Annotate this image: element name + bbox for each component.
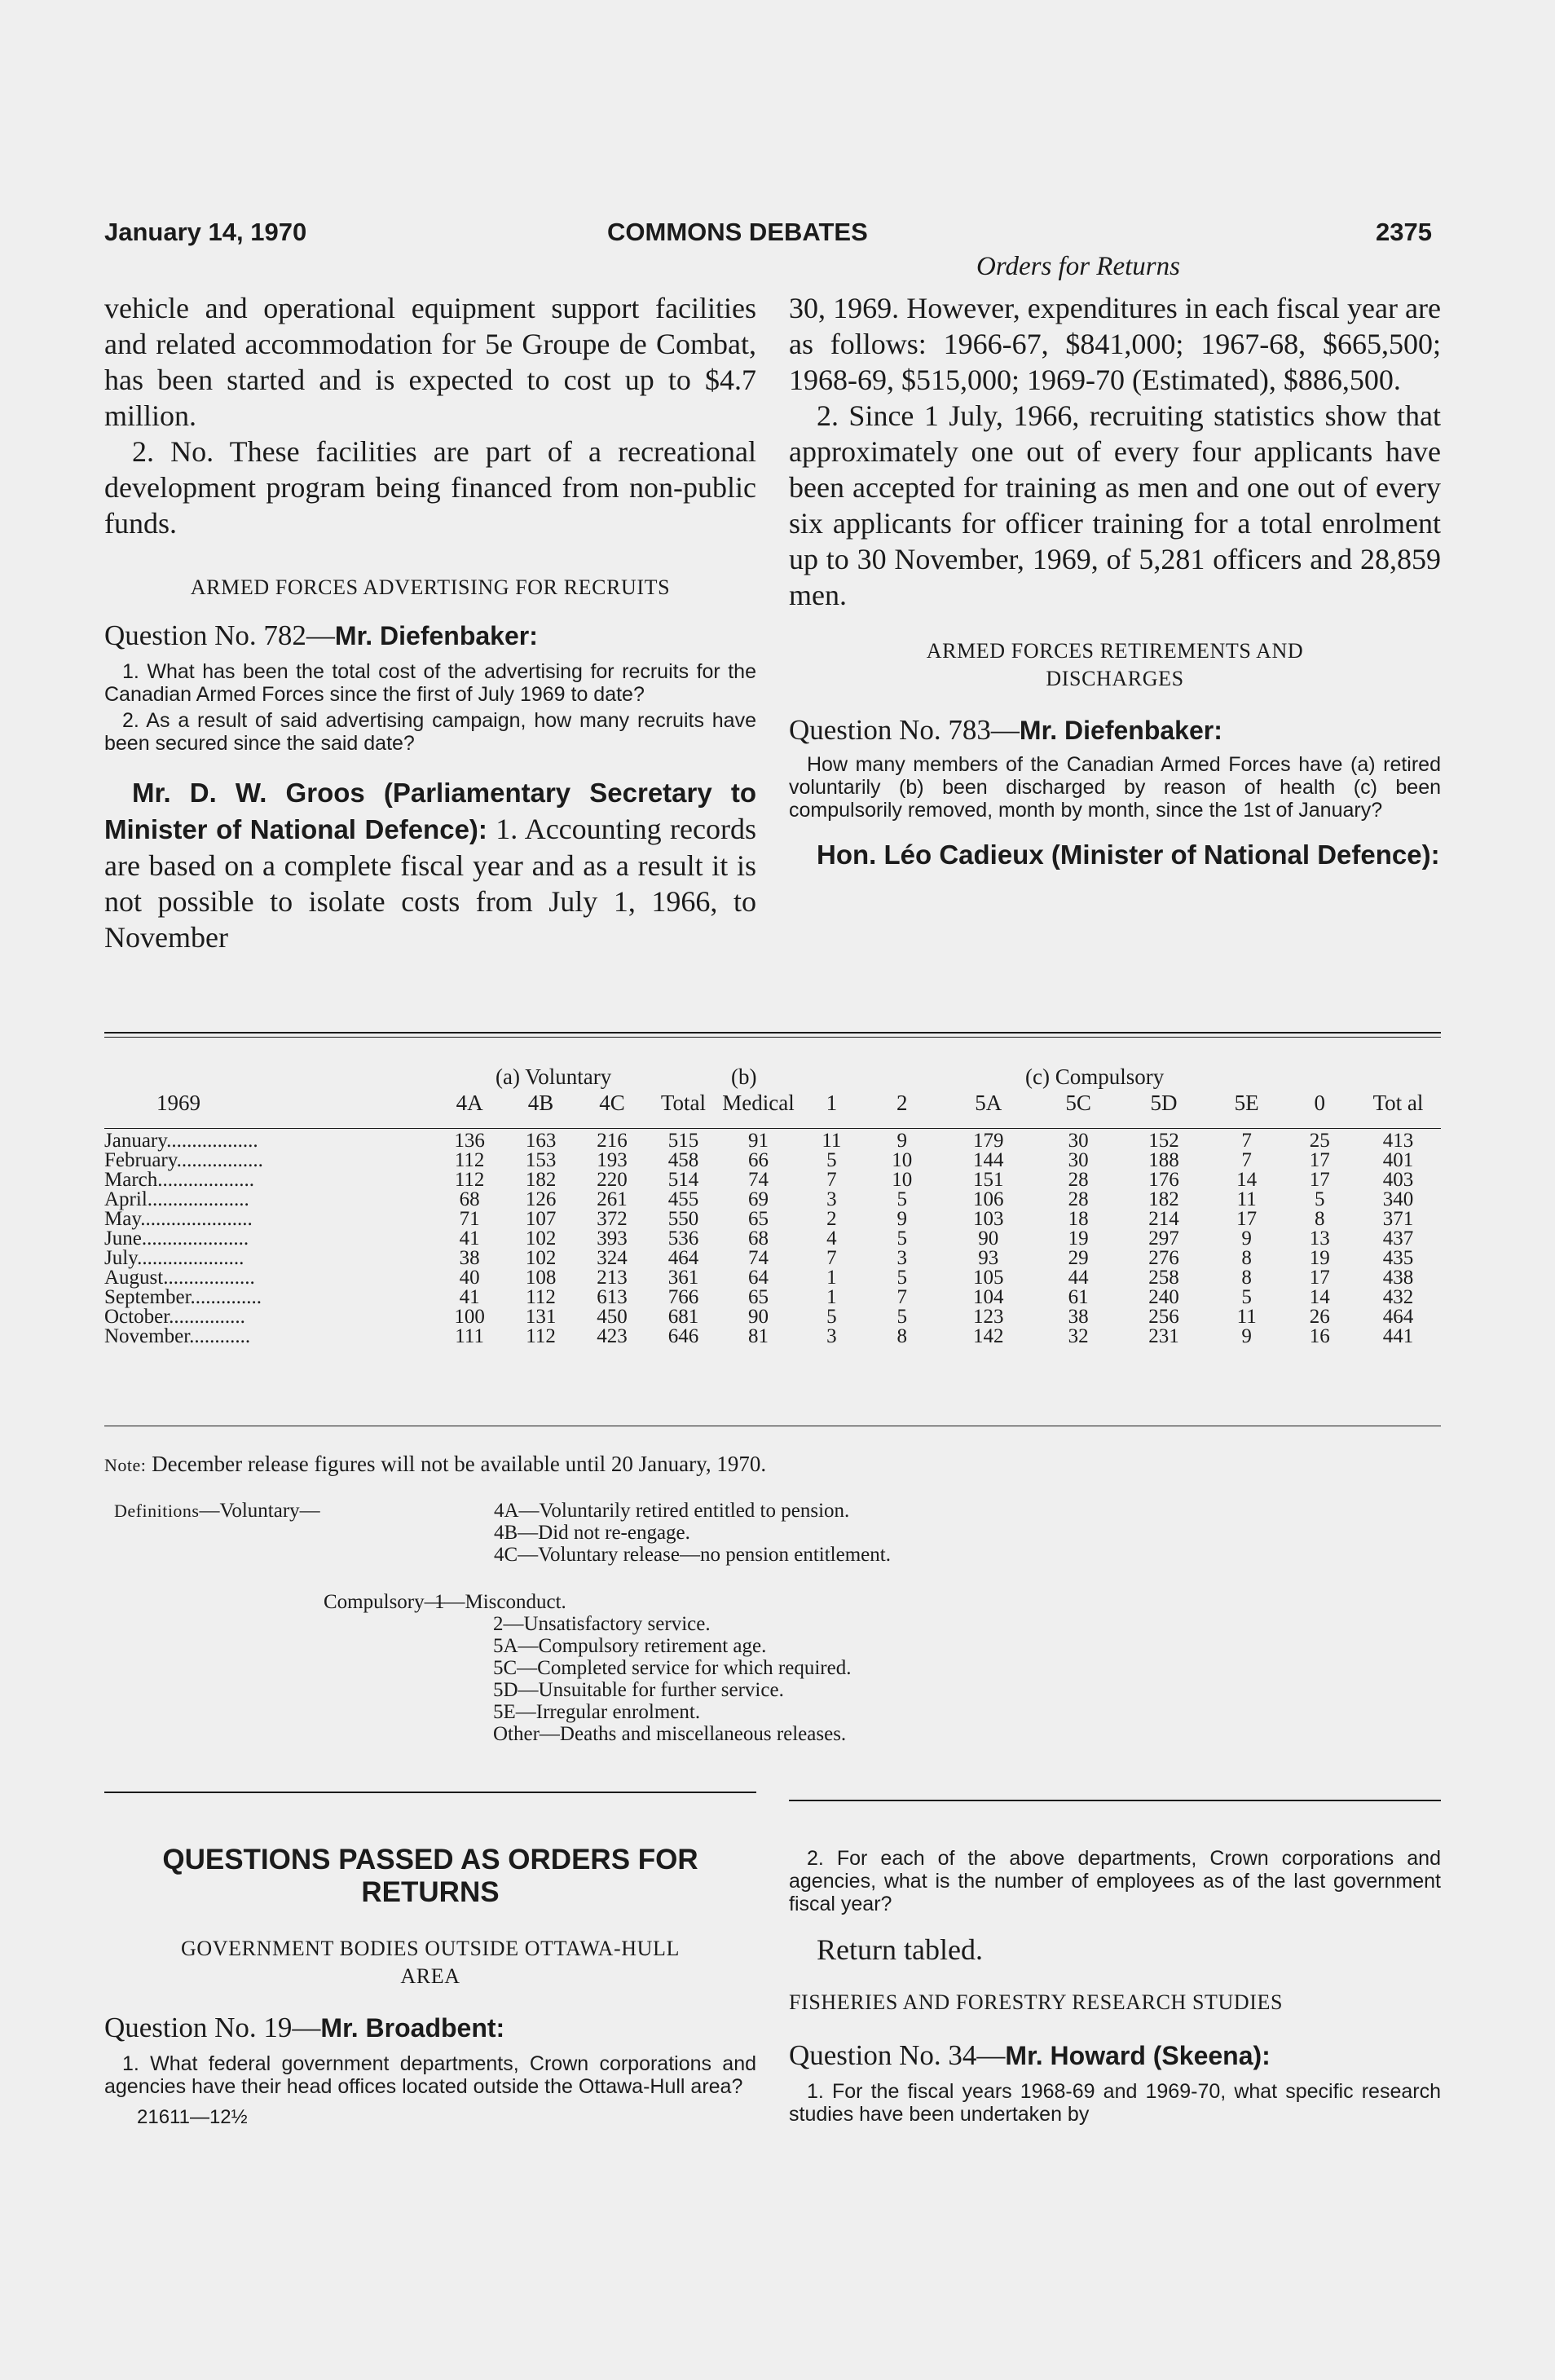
value-cell: 464 xyxy=(667,1247,699,1269)
value-cell: 30 xyxy=(1068,1149,1089,1171)
value-cell: 10 xyxy=(892,1169,913,1191)
value-cell: 7 xyxy=(896,1286,907,1308)
value-cell: 11 xyxy=(1236,1188,1257,1210)
value-cell: 441 xyxy=(1382,1325,1414,1347)
value-cell: 423 xyxy=(597,1325,628,1347)
value-cell: 38 xyxy=(1068,1306,1089,1328)
def-item: 1—Misconduct. xyxy=(434,1591,566,1613)
value-cell: 5 xyxy=(896,1227,907,1250)
value-cell: 324 xyxy=(597,1247,628,1269)
table-note xyxy=(104,1452,766,1477)
month-cell xyxy=(104,1307,434,1327)
col-header: Total xyxy=(660,1091,706,1115)
value-cell: 69 xyxy=(748,1188,769,1210)
value-cell: 2 xyxy=(826,1208,837,1230)
value-cell: 413 xyxy=(1382,1130,1414,1152)
table-row xyxy=(104,1151,1441,1170)
table-row xyxy=(104,1307,1441,1327)
leader-dots: ............... xyxy=(169,1306,245,1328)
value-cell: 41 xyxy=(459,1286,480,1308)
question-asker: Mr. Broadbent: xyxy=(320,2013,505,2043)
big-heading-1: QUESTIONS PASSED AS ORDERS FOR xyxy=(162,1844,698,1875)
left-heading: ARMED FORCES ADVERTISING FOR RECRUITS xyxy=(190,575,671,599)
releases-table xyxy=(104,1087,1441,1346)
value-cell: 90 xyxy=(978,1227,999,1250)
leader-dots: ............ xyxy=(189,1325,251,1347)
value-cell: 213 xyxy=(597,1267,628,1289)
value-cell: 74 xyxy=(748,1247,769,1269)
leader-dots: ..................... xyxy=(141,1227,249,1250)
value-cell: 220 xyxy=(597,1169,628,1191)
def-item: 4A—Voluntarily retired entitled to pension. xyxy=(494,1500,850,1522)
col-header: 4B xyxy=(527,1091,554,1115)
answer-speaker: Mr. D. W. Groos (Parliamentary Secretary to Minister of National Defence): xyxy=(104,778,756,844)
value-cell: 28 xyxy=(1068,1188,1089,1210)
value-cell: 340 xyxy=(1382,1188,1414,1210)
value-cell: 100 xyxy=(454,1306,485,1328)
value-cell: 371 xyxy=(1382,1208,1414,1230)
month-name: April xyxy=(104,1188,148,1210)
value-cell: 103 xyxy=(972,1208,1004,1230)
value-cell: 8 xyxy=(1315,1208,1325,1230)
value-cell: 646 xyxy=(667,1325,699,1347)
right-column xyxy=(789,290,1441,873)
month-cell xyxy=(104,1327,434,1346)
col-header: Tot al xyxy=(1372,1091,1424,1115)
value-cell: 9 xyxy=(1241,1325,1252,1347)
group-compulsory: (c) Compulsory xyxy=(1025,1064,1165,1089)
left-para-2: 2. No. These facilities are part of a recreational development program being financed from non-public funds. xyxy=(104,435,756,540)
value-cell: 38 xyxy=(459,1247,480,1269)
table-row xyxy=(104,1327,1441,1346)
lower-right-column xyxy=(789,1847,1441,2126)
value-cell: 19 xyxy=(1309,1247,1330,1269)
value-cell: 111 xyxy=(455,1325,484,1347)
value-cell: 65 xyxy=(748,1286,769,1308)
answer-text: 1. Accounting records are based on a complete fiscal year and as a result it is not possible to isolate costs from July 1, 1966, to November xyxy=(104,813,756,954)
definitions-voluntary-label xyxy=(114,1500,320,1522)
def-item: 4C—Voluntary release—no pension entitlement. xyxy=(494,1544,891,1566)
question-label: Question No. 19— xyxy=(104,2012,321,2043)
value-cell: 9 xyxy=(896,1130,907,1152)
value-cell: 17 xyxy=(1309,1169,1330,1191)
lower-heading-1: GOVERNMENT BODIES OUTSIDE OTTAWA-HULL xyxy=(181,1937,680,1960)
value-cell: 766 xyxy=(667,1286,699,1308)
month-name: February xyxy=(104,1149,177,1171)
value-cell: 17 xyxy=(1236,1208,1258,1230)
month-cell xyxy=(104,1268,434,1288)
value-cell: 7 xyxy=(826,1169,837,1191)
def-item: 2—Unsatisfactory service. xyxy=(493,1613,711,1635)
col-header: 5D xyxy=(1150,1091,1178,1115)
voluntary-label: —Voluntary— xyxy=(199,1500,320,1522)
compulsory-label: Compulsory— xyxy=(324,1591,445,1613)
note-text: December release figures will not be available until 20 January, 1970. xyxy=(146,1452,767,1476)
question-label: Question No. 34— xyxy=(789,2039,1006,2071)
value-cell: 261 xyxy=(597,1188,628,1210)
value-cell: 681 xyxy=(667,1306,699,1328)
value-cell: 29 xyxy=(1068,1247,1089,1269)
table-row xyxy=(104,1170,1441,1190)
leader-dots: ..................... xyxy=(137,1247,244,1269)
value-cell: 3 xyxy=(826,1325,837,1347)
value-cell: 613 xyxy=(597,1286,628,1308)
value-cell: 5 xyxy=(896,1267,907,1289)
left-para-1: vehicle and operational equipment support facilities and related accommodation for 5e Groupe de Combat, has been started and is expected to cost up to $4.7 million. xyxy=(104,292,756,432)
value-cell: 1 xyxy=(826,1286,837,1308)
table-top-rule xyxy=(104,1032,1441,1034)
value-cell: 5 xyxy=(1315,1188,1325,1210)
value-cell: 25 xyxy=(1309,1130,1330,1152)
col-header: 5C xyxy=(1065,1091,1091,1115)
value-cell: 240 xyxy=(1148,1286,1179,1308)
value-cell: 151 xyxy=(972,1169,1004,1191)
left-q2: 2. As a result of said advertising campaign, how many recruits have been secured since the said date? xyxy=(104,709,756,755)
lower-right-rule xyxy=(789,1800,1441,1801)
value-cell: 432 xyxy=(1382,1286,1414,1308)
table-row xyxy=(104,1131,1441,1151)
value-cell: 142 xyxy=(972,1325,1004,1347)
leader-dots: ................... xyxy=(157,1169,254,1191)
lower-heading-2: AREA xyxy=(400,1964,460,1988)
right-answer xyxy=(789,836,1441,873)
value-cell: 276 xyxy=(1148,1247,1179,1269)
month-name: May xyxy=(104,1208,141,1230)
value-cell: 5 xyxy=(896,1306,907,1328)
value-cell: 112 xyxy=(526,1286,556,1308)
value-cell: 14 xyxy=(1309,1286,1330,1308)
table-row xyxy=(104,1190,1441,1210)
value-cell: 71 xyxy=(459,1208,480,1230)
leader-dots: .................. xyxy=(163,1267,255,1289)
month-cell xyxy=(104,1151,434,1170)
value-cell: 26 xyxy=(1309,1306,1330,1328)
value-cell: 163 xyxy=(525,1130,557,1152)
value-cell: 61 xyxy=(1068,1286,1089,1308)
value-cell: 30 xyxy=(1068,1130,1089,1152)
value-cell: 112 xyxy=(454,1169,485,1191)
header-title: COMMONS DEBATES xyxy=(607,218,868,246)
value-cell: 131 xyxy=(525,1306,557,1328)
table-top-rule-2 xyxy=(104,1037,1441,1038)
big-heading-2: RETURNS xyxy=(361,1876,500,1908)
left-q1: 1. What has been the total cost of the advertising for recruits for the Canadian Armed Forces since the first of July 1969 to date? xyxy=(104,660,756,706)
value-cell: 11 xyxy=(822,1130,842,1152)
value-cell: 401 xyxy=(1382,1149,1414,1171)
value-cell: 176 xyxy=(1148,1169,1179,1191)
value-cell: 106 xyxy=(972,1188,1004,1210)
value-cell: 455 xyxy=(667,1188,699,1210)
value-cell: 297 xyxy=(1148,1227,1179,1250)
lower-right-heading: FISHERIES AND FORESTRY RESEARCH STUDIES xyxy=(789,1990,1284,2014)
value-cell: 17 xyxy=(1309,1149,1330,1171)
value-cell: 458 xyxy=(667,1149,699,1171)
value-cell: 5 xyxy=(896,1188,907,1210)
value-cell: 5 xyxy=(1241,1286,1252,1308)
value-cell: 435 xyxy=(1382,1247,1414,1269)
right-para-1: 30, 1969. However, expenditures in each fiscal year are as follows: 1966-67, $841,000; 1967-68, $665,500; 1968-69, $515,000; 1969-70 (Estimated), $886,500. xyxy=(789,292,1441,396)
value-cell: 9 xyxy=(1241,1227,1252,1250)
left-column xyxy=(104,290,756,955)
section-title: Orders for Returns xyxy=(976,252,1180,281)
value-cell: 515 xyxy=(667,1130,699,1152)
value-cell: 403 xyxy=(1382,1169,1414,1191)
value-cell: 361 xyxy=(667,1267,699,1289)
value-cell: 5 xyxy=(826,1306,837,1328)
value-cell: 105 xyxy=(972,1267,1004,1289)
table-row xyxy=(104,1288,1441,1307)
value-cell: 179 xyxy=(972,1130,1004,1152)
value-cell: 3 xyxy=(896,1247,907,1269)
lower-right-q1: 1. For the fiscal years 1968-69 and 1969-70, what specific research studies have been undertaken by xyxy=(789,2080,1441,2126)
value-cell: 8 xyxy=(1241,1267,1252,1289)
value-cell: 153 xyxy=(525,1149,557,1171)
year-label: 1969 xyxy=(156,1091,200,1115)
table-row xyxy=(104,1249,1441,1268)
value-cell: 10 xyxy=(892,1149,913,1171)
leader-dots: .................... xyxy=(147,1188,249,1210)
month-name: January xyxy=(104,1130,167,1152)
group-medical: (b) xyxy=(731,1064,757,1089)
month-cell xyxy=(104,1210,434,1229)
col-header: 5A xyxy=(975,1091,1002,1115)
value-cell: 102 xyxy=(525,1247,557,1269)
month-name: July xyxy=(104,1247,138,1269)
value-cell: 126 xyxy=(525,1188,557,1210)
right-heading-2: DISCHARGES xyxy=(1046,667,1184,690)
return-tabled: Return tabled. xyxy=(817,1933,983,1966)
lower-right-q2: 2. For each of the above departments, Crown corporations and agencies, what is the number of employees as of the last government fiscal year? xyxy=(789,1847,1441,1915)
month-cell xyxy=(104,1288,434,1307)
leader-dots: .................. xyxy=(166,1130,258,1152)
value-cell: 16 xyxy=(1309,1325,1330,1347)
question-label: Question No. 782— xyxy=(104,619,335,651)
month-name: August xyxy=(104,1267,164,1289)
value-cell: 64 xyxy=(748,1267,769,1289)
value-cell: 44 xyxy=(1068,1267,1089,1289)
header-date: January 14, 1970 xyxy=(104,218,307,246)
left-answer xyxy=(104,774,756,955)
value-cell: 536 xyxy=(667,1227,699,1250)
value-cell: 123 xyxy=(972,1306,1004,1328)
value-cell: 32 xyxy=(1068,1325,1089,1347)
lower-left-rule xyxy=(104,1792,756,1793)
question-asker: Mr. Diefenbaker: xyxy=(334,621,538,650)
leader-dots: ................. xyxy=(176,1149,263,1171)
question-asker: Mr. Diefenbaker: xyxy=(1019,716,1222,745)
value-cell: 107 xyxy=(525,1208,557,1230)
right-para-2: 2. Since 1 July, 1966, recruiting statistics show that approximately one out of every four applicants have been accepted for training as men and one out of every six applicants for officer training for a total enrolment up to 30 November, 1969, of 5,281 officers and 28,859 men. xyxy=(789,399,1441,611)
question-label: Question No. 783— xyxy=(789,714,1020,746)
answer-speaker: Hon. Léo Cadieux (Minister of National Defence): xyxy=(817,840,1440,870)
value-cell: 4 xyxy=(826,1227,837,1250)
month-name: March xyxy=(104,1169,158,1191)
col-header: Medical xyxy=(722,1091,795,1115)
value-cell: 464 xyxy=(1382,1306,1414,1328)
col-header: 0 xyxy=(1314,1091,1326,1115)
value-cell: 231 xyxy=(1148,1325,1179,1347)
col-header: 2 xyxy=(896,1091,908,1115)
col-header: 1 xyxy=(826,1091,838,1115)
value-cell: 258 xyxy=(1148,1267,1179,1289)
left-question-line xyxy=(104,619,756,652)
value-cell: 144 xyxy=(972,1149,1004,1171)
value-cell: 66 xyxy=(748,1149,769,1171)
month-cell xyxy=(104,1170,434,1190)
value-cell: 13 xyxy=(1309,1227,1330,1250)
value-cell: 68 xyxy=(748,1227,769,1250)
value-cell: 28 xyxy=(1068,1169,1089,1191)
definitions-label: Definitions xyxy=(114,1501,200,1521)
table-row xyxy=(104,1210,1441,1229)
def-item: 5C—Completed service for which required. xyxy=(493,1657,852,1679)
table-row xyxy=(104,1229,1441,1249)
value-cell: 104 xyxy=(972,1286,1004,1308)
value-cell: 5 xyxy=(826,1149,837,1171)
value-cell: 437 xyxy=(1382,1227,1414,1250)
def-item: 5D—Unsuitable for further service. xyxy=(493,1679,784,1701)
value-cell: 102 xyxy=(525,1227,557,1250)
question-asker: Mr. Howard (Skeena): xyxy=(1005,2041,1271,2070)
value-cell: 7 xyxy=(826,1247,837,1269)
group-voluntary: (a) Voluntary xyxy=(496,1064,612,1089)
month-name: November xyxy=(104,1325,190,1347)
value-cell: 112 xyxy=(526,1325,556,1347)
value-cell: 91 xyxy=(748,1130,769,1152)
lower-right-question-line xyxy=(789,2039,1441,2072)
value-cell: 550 xyxy=(667,1208,699,1230)
value-cell: 182 xyxy=(1148,1188,1179,1210)
col-header: 4A xyxy=(456,1091,483,1115)
right-question-line xyxy=(789,714,1441,747)
value-cell: 193 xyxy=(597,1149,628,1171)
value-cell: 18 xyxy=(1068,1208,1089,1230)
right-q-text: How many members of the Canadian Armed Forces have (a) retired voluntarily (b) been discharged by reason of health (c) been compulsorily removed, month by month, since the 1st of January? xyxy=(789,753,1441,822)
value-cell: 40 xyxy=(459,1267,480,1289)
month-cell xyxy=(104,1190,434,1210)
value-cell: 14 xyxy=(1236,1169,1258,1191)
value-cell: 372 xyxy=(597,1208,628,1230)
month-cell xyxy=(104,1229,434,1249)
value-cell: 188 xyxy=(1148,1149,1179,1171)
month-cell xyxy=(104,1131,434,1151)
value-cell: 81 xyxy=(748,1325,769,1347)
def-item: Other—Deaths and miscellaneous releases. xyxy=(493,1723,847,1745)
month-name: September xyxy=(104,1286,191,1308)
voluntary-defs xyxy=(494,1500,891,1566)
value-cell: 65 xyxy=(748,1208,769,1230)
value-cell: 8 xyxy=(896,1325,907,1347)
value-cell: 17 xyxy=(1309,1267,1330,1289)
page-number: 2375 xyxy=(1376,218,1432,246)
col-header: 4C xyxy=(599,1091,625,1115)
value-cell: 216 xyxy=(597,1130,628,1152)
right-heading-1: ARMED FORCES RETIREMENTS AND xyxy=(926,639,1304,663)
value-cell: 68 xyxy=(459,1188,480,1210)
table-header-row xyxy=(104,1087,1441,1118)
month-cell xyxy=(104,1249,434,1268)
value-cell: 450 xyxy=(597,1306,628,1328)
value-cell: 41 xyxy=(459,1227,480,1250)
value-cell: 256 xyxy=(1148,1306,1179,1328)
value-cell: 19 xyxy=(1068,1227,1089,1250)
value-cell: 438 xyxy=(1382,1267,1414,1289)
value-cell: 112 xyxy=(454,1149,485,1171)
value-cell: 108 xyxy=(525,1267,557,1289)
value-cell: 8 xyxy=(1241,1247,1252,1269)
footer-code: 21611—12½ xyxy=(137,2106,248,2128)
value-cell: 152 xyxy=(1148,1130,1179,1152)
value-cell: 182 xyxy=(525,1169,557,1191)
lower-question-line xyxy=(104,2012,756,2044)
def-item: 5A—Compulsory retirement age. xyxy=(493,1635,767,1657)
value-cell: 393 xyxy=(597,1227,628,1250)
value-cell: 214 xyxy=(1148,1208,1179,1230)
leader-dots: ...................... xyxy=(140,1208,253,1230)
value-cell: 90 xyxy=(748,1306,769,1328)
leader-dots: .............. xyxy=(190,1286,262,1308)
month-name: June xyxy=(104,1227,142,1250)
value-cell: 74 xyxy=(748,1169,769,1191)
value-cell: 3 xyxy=(826,1188,837,1210)
value-cell: 136 xyxy=(454,1130,485,1152)
value-cell: 1 xyxy=(826,1267,837,1289)
month-name: October xyxy=(104,1306,170,1328)
def-item: 4B—Did not re-engage. xyxy=(494,1522,690,1544)
compulsory-defs xyxy=(434,1591,851,1745)
value-cell: 11 xyxy=(1236,1306,1257,1328)
value-cell: 93 xyxy=(978,1247,999,1269)
lower-left-q1: 1. What federal government departments, Crown corporations and agencies have their head offices located outside the Ottawa-Hull area? xyxy=(104,2052,756,2098)
col-header: 5E xyxy=(1234,1091,1259,1115)
table-row xyxy=(104,1268,1441,1288)
note-label: Note: xyxy=(104,1455,147,1475)
value-cell: 514 xyxy=(667,1169,699,1191)
value-cell: 7 xyxy=(1241,1130,1252,1152)
lower-left-column xyxy=(104,1844,756,2129)
def-item: 5E—Irregular enrolment. xyxy=(493,1701,701,1723)
value-cell: 7 xyxy=(1241,1149,1252,1171)
value-cell: 9 xyxy=(896,1208,907,1230)
